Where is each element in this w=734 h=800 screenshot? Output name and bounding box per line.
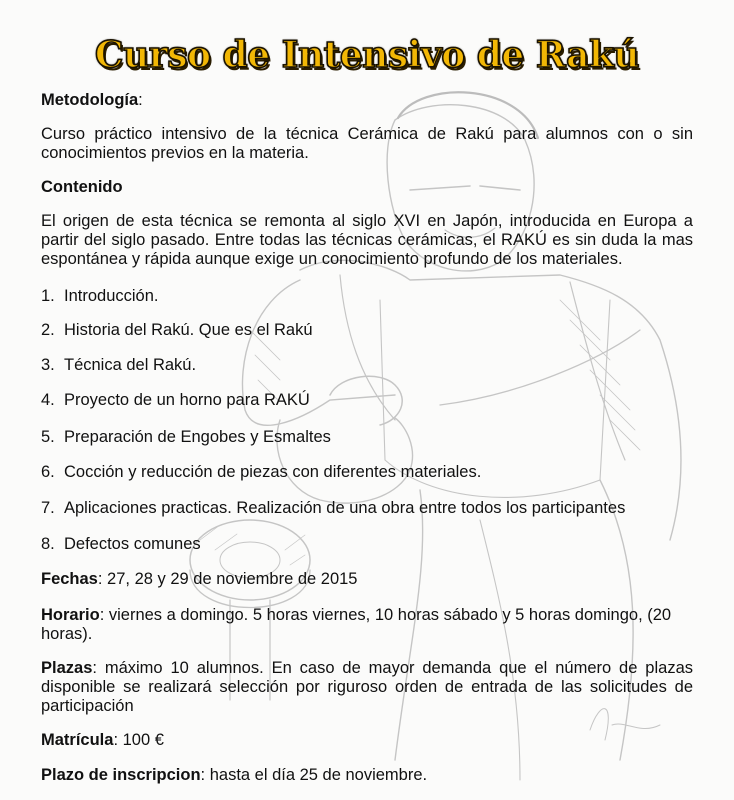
metodologia-text: Curso práctico intensivo de la técnica Cerámica de Rakú para alumnos con o sin conocimientos previos en la materia. xyxy=(41,125,693,162)
plazo-label: Plazo de inscripcion xyxy=(41,766,201,784)
fechas-label: Fechas xyxy=(41,570,98,588)
matricula-label: Matrícula xyxy=(41,731,114,749)
plazas-line xyxy=(41,659,693,716)
list-item xyxy=(41,391,693,410)
horario-line xyxy=(41,606,693,644)
list-item xyxy=(41,428,693,447)
metodologia-heading-line xyxy=(41,91,693,110)
contenido-heading: Contenido xyxy=(41,178,123,196)
list-item xyxy=(41,287,693,306)
list-item-text: Preparación de Engobes y Esmaltes xyxy=(64,428,331,446)
list-item xyxy=(41,463,693,482)
plazas-value: : máximo 10 alumnos. En caso de mayor demanda que el número de plazas disponible se realizará selección por riguroso orden de entrada de las solicitudes de participación xyxy=(41,659,693,715)
list-item xyxy=(41,535,693,554)
matricula-line xyxy=(41,731,693,750)
list-item-number: 8. xyxy=(41,535,55,553)
matricula-value: : 100 € xyxy=(113,731,164,749)
fechas-value: : 27, 28 y 29 de noviembre de 2015 xyxy=(97,570,358,588)
list-item xyxy=(41,356,693,375)
fechas-line xyxy=(41,570,693,589)
list-item-text: Técnica del Rakú. xyxy=(64,356,197,374)
list-item-text: Introducción. xyxy=(64,287,159,305)
metodologia-colon: : xyxy=(138,91,143,109)
list-item xyxy=(41,499,693,518)
plazo-value: : hasta el día 25 de noviembre. xyxy=(200,766,428,784)
contenido-text: El origen de esta técnica se remonta al siglo XVI en Japón, introducida en Europa a partir del siglo pasado. Entre todas las técnicas cerámicas, el RAKÚ es sin duda la mas espontánea y rápida aunque exige un conocimiento profundo de los materiales. xyxy=(41,212,693,268)
course-title: Curso de Intensivo de Rakú xyxy=(94,34,640,76)
list-item-number: 4. xyxy=(41,391,55,409)
horario-label: Horario xyxy=(41,606,100,624)
plazo-line xyxy=(41,766,693,785)
list-item-text: Proyecto de un horno para RAKÚ xyxy=(64,391,310,409)
list-item-number: 3. xyxy=(41,356,55,374)
list-item-number: 7. xyxy=(41,499,55,517)
plazas-label: Plazas xyxy=(41,659,93,677)
list-item-text: Aplicaciones practicas. Realización de una obra entre todos los participantes xyxy=(64,499,626,517)
list-item-number: 2. xyxy=(41,321,55,339)
list-item-number: 5. xyxy=(41,428,55,446)
list-item-text: Defectos comunes xyxy=(64,535,201,553)
list-item-text: Historia del Rakú. Que es el Rakú xyxy=(64,321,313,339)
list-item-number: 1. xyxy=(41,287,55,305)
list-item xyxy=(41,321,693,340)
metodologia-heading: Metodología xyxy=(41,91,139,109)
list-item-number: 6. xyxy=(41,463,55,481)
horario-value: : viernes a domingo. 5 horas viernes, 10 horas sábado y 5 horas domingo, (20 horas). xyxy=(41,606,672,643)
list-item-text: Cocción y reducción de piezas con diferentes materiales. xyxy=(64,463,482,481)
